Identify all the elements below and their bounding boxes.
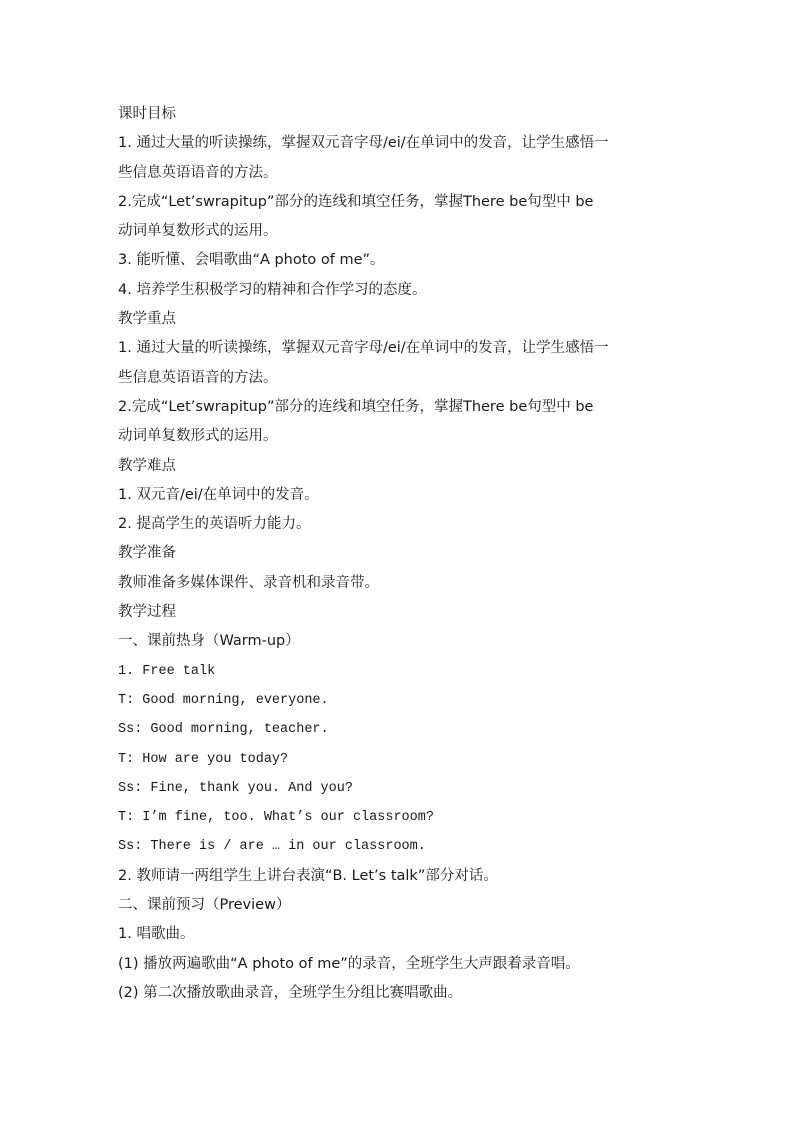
objective-4: 4. 培养学生积极学习的精神和合作学习的态度。 — [118, 281, 427, 298]
dialogue-line: T: How are you today? — [118, 751, 289, 767]
objective-2-line-2: 动词单复数形式的运用。 — [118, 223, 278, 240]
warm-up-step-2: 2. 教师请一两组学生上讲台表演“B. Let’s talk”部分对话。 — [118, 867, 498, 884]
heading-lesson-objectives: 课时目标 — [118, 106, 176, 122]
objective-3: 3. 能听懂、会唱歌曲“A photo of me”。 — [118, 252, 385, 269]
key-point-2-line-1: 2.完成“Let’swrapitup”部分的连线和填空任务，掌握There be句型中 be — [118, 398, 594, 415]
section-preview: 二、课前预习（Preview） — [118, 897, 291, 914]
preview-step-1: 1. 唱歌曲。 — [118, 926, 195, 943]
objective-2-line-1: 2.完成“Let’swrapitup”部分的连线和填空任务，掌握There be句型中 be — [118, 193, 594, 210]
difficulty-1: 1. 双元音/ei/在单词中的发音。 — [118, 486, 319, 503]
preview-substep-2: (2) 第二次播放歌曲录音，全班学生分组比赛唱歌曲。 — [118, 984, 463, 1001]
free-talk-title: 1. Free talk — [118, 663, 216, 679]
heading-key-points: 教学重点 — [118, 311, 176, 328]
objective-1-line-1: 1. 通过大量的听读操练，掌握双元音字母/ei/在单词中的发音，让学生感悟一 — [118, 135, 609, 152]
dialogue-line: T: I’m fine, too. What’s our classroom? — [118, 810, 434, 826]
section-warm-up: 一、课前热身（Warm-up） — [118, 633, 300, 650]
document-page — [118, 100, 698, 1008]
dialogue-line: T: Good morning, everyone. — [118, 692, 329, 708]
preview-substep-1: (1) 播放两遍歌曲“A photo of me”的录音，全班学生大声跟着录音唱。 — [118, 955, 580, 972]
dialogue-line: Ss: Fine, thank you. And you? — [118, 780, 353, 796]
dialogue-line: Ss: Good morning, teacher. — [118, 722, 329, 738]
difficulty-2: 2. 提高学生的英语听力能力。 — [118, 516, 311, 533]
key-point-1-line-1: 1. 通过大量的听读操练，掌握双元音字母/ei/在单词中的发音，让学生感悟一 — [118, 340, 609, 357]
dialogue-line: Ss: There is / are … in our classroom. — [118, 839, 426, 855]
heading-difficulties: 教学难点 — [118, 457, 176, 474]
key-point-2-line-2: 动词单复数形式的运用。 — [118, 428, 278, 445]
key-point-1-line-2: 些信息英语语音的方法。 — [118, 369, 278, 386]
heading-preparation: 教学准备 — [118, 545, 176, 562]
preparation-text: 教师准备多媒体课件、录音机和录音带。 — [118, 574, 379, 591]
objective-1-line-2: 些信息英语语音的方法。 — [118, 164, 278, 181]
heading-teaching-process: 教学过程 — [118, 604, 176, 621]
